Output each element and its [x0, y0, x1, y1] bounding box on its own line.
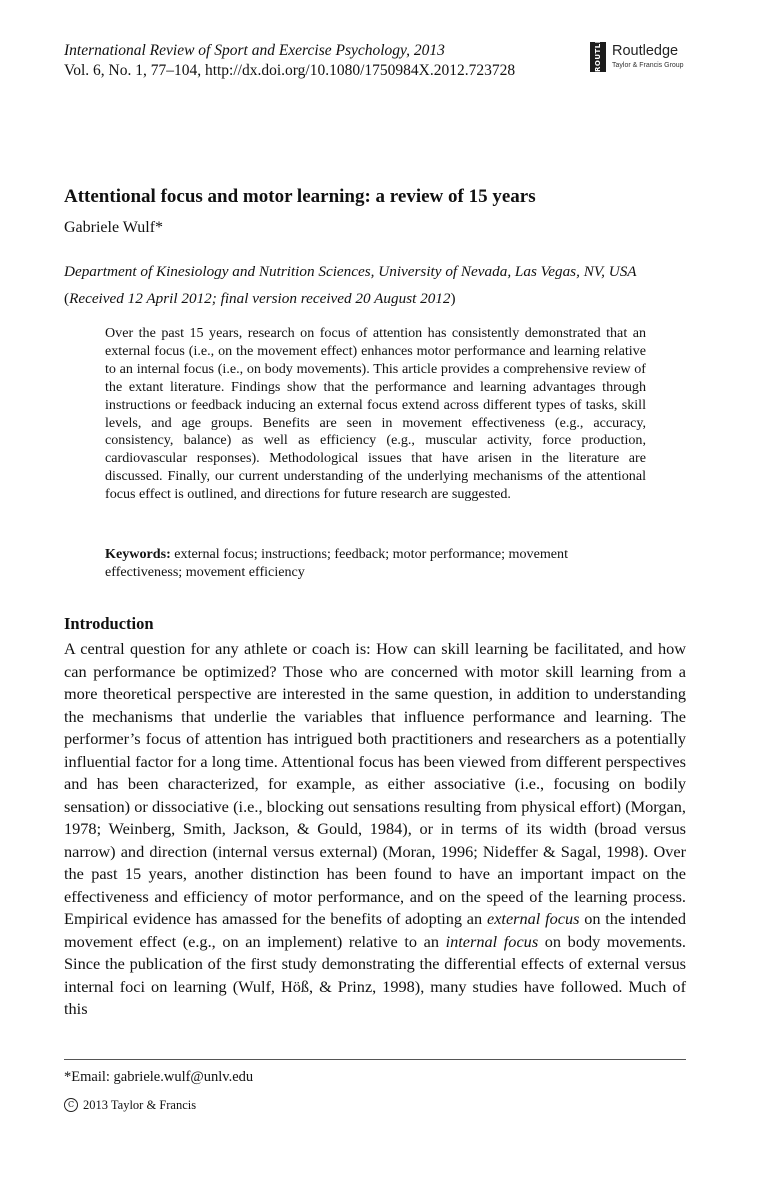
abstract-text: Over the past 15 years, research on focus of attention has consistently demonstrated that an external focus (i.e., on the movement effect) enhances motor performance and learning relative to an internal focus (i.e., on body movements). This article provides a comprehensive review of the extant literature. Findings show that the performance and learning advantages through instructions or feedback inducing an external focus extend across different types of tasks, skill levels, and age groups. Benefits are seen in movement effectiveness (e.g., accuracy, consistency, balance) as well as efficiency (e.g., muscular activity, force production, cardiovascular responses). Methodological issues that have arisen in the literature are discussed. Finally, our current understanding of the underlying mechanisms of the attentional focus effect is outlined, and directions for future research are suggested.: [105, 325, 646, 503]
external-focus-term: external focus: [486, 909, 580, 928]
affiliation: Department of Kinesiology and Nutrition Sciences, University of Nevada, Las Vegas, NV, USA: [64, 263, 637, 280]
section-heading-introduction: Introduction: [64, 614, 154, 633]
keywords-label: Keywords:: [105, 546, 171, 562]
journal-citation: International Review of Sport and Exercise Psychology, 2013: [64, 42, 445, 59]
routledge-logo-icon: [590, 20, 700, 76]
internal-focus-term: internal focus: [445, 931, 539, 951]
received-text: Received 12 April 2012; final version received 20 August 2012: [69, 290, 451, 307]
copyright-line: [64, 1097, 196, 1113]
volume-doi-line: Vol. 6, No. 1, 77–104, http://dx.doi.org/10.1080/1750984X.2012.723728: [64, 62, 516, 79]
received-close: ): [450, 290, 456, 307]
copyright-icon: C: [64, 1098, 78, 1112]
article-title: Attentional focus and motor learning: a review of 15 years: [64, 186, 536, 207]
intro-text-2: on the intended movement effect (e.g., on an implement) relative to an: [64, 909, 687, 951]
logo-name: Routledge: [612, 43, 679, 59]
introduction-paragraph: [64, 638, 686, 1021]
author-name: Gabriele Wulf*: [64, 219, 164, 236]
keywords-list: external focus; instructions; feedback; motor performance; movement effectiveness; movement efficiency: [105, 546, 568, 580]
received-dates: [64, 289, 456, 309]
footnote-email: *Email: gabriele.wulf@unlv.edu: [64, 1069, 254, 1085]
keywords: [105, 546, 646, 582]
logo-subtitle: Taylor & Francis Group: [612, 62, 684, 69]
intro-text-1: A central question for any athlete or coach is: How can skill learning be facilitated, and how can performance be optimized? Those who are concerned with motor skill learning from a more theoretical perspective are interested in the same question, in addition to understanding the mechanisms that underlie the variables that influence performance and learning. The performer’s focus of attention has intrigued both practitioners and researchers as a potentially influential factor for a long time. Attentional focus has been viewed from different perspectives and has been characterized, for example, as either associative (i.e., focusing on bodily sensation) or dissociative (i.e., blocking out sensations resulting from physical effort) (Morgan, 1978; Weinberg, Smith, Jackson, & Gould, 1984), or in terms of its width (broad versus narrow) and direction (internal versus external) (Moran, 1996; Nideffer & Sagal, 1998). Over the past 15 years, another distinction has been found to have an important impact on the effectiveness and efficiency of motor performance, and on the speed of the learning process. Empirical evidence has amassed for the benefits of adopting an: [64, 639, 686, 928]
received-open: (: [64, 290, 70, 307]
footnote-divider: [64, 1059, 686, 1060]
copyright-text: 2013 Taylor & Francis: [83, 1098, 197, 1112]
logo-mark: ROUTLEDGE: [590, 42, 606, 72]
intro-text-3: on body movements. Since the publication of the first study demonstrating the differential effects of external versus internal foci on learning (Wulf, Höß, & Prinz, 1998), many studies have followed. Much of this: [64, 931, 686, 1018]
